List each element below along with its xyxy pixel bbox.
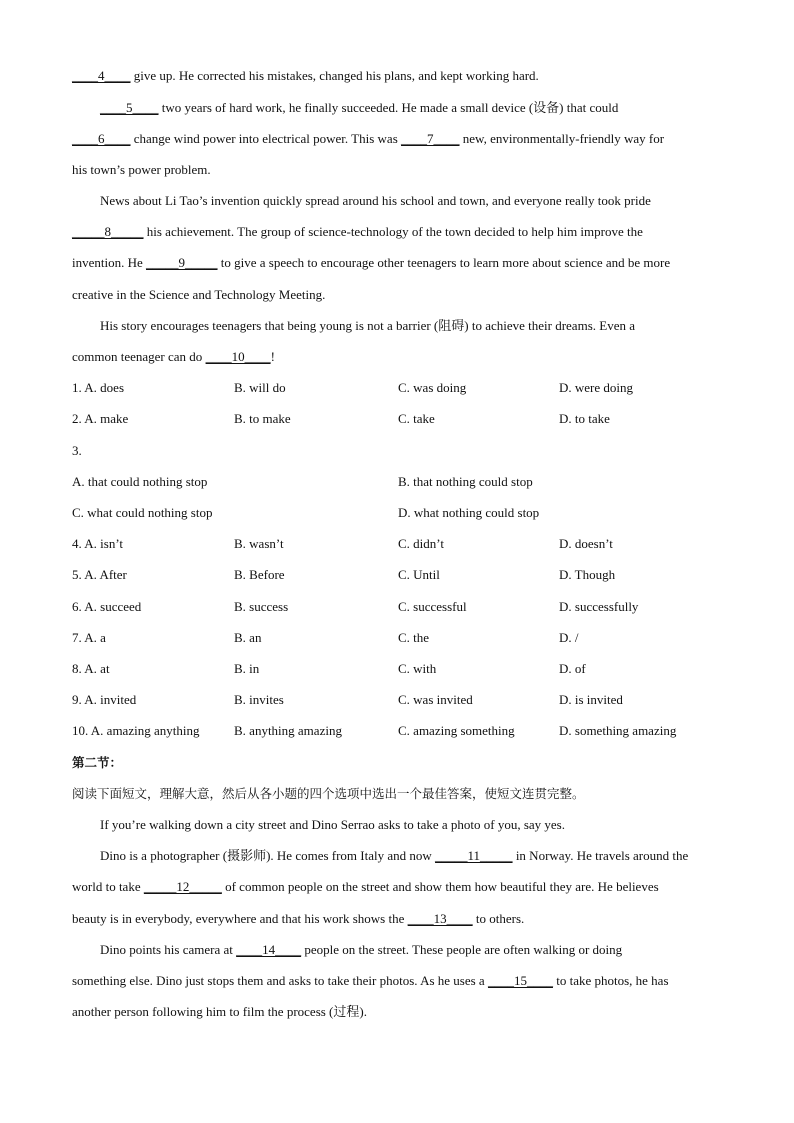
passage-line	[72, 877, 732, 897]
option-d: D. something amazing	[559, 723, 677, 738]
passage-text: to take photos, he has	[552, 973, 669, 988]
passage-text: something else. Dino just stops them and asks to take their photos. As he uses a	[72, 973, 488, 988]
option-c: C. what could nothing stop	[72, 505, 213, 520]
option-a: 10. A. amazing anything	[72, 723, 200, 738]
answer-blank: ____4____	[72, 68, 131, 83]
section-instruction: 阅读下面短文，理解大意，然后从各小题的四个选项中选出一个最佳答案，使短文连贯完整。	[72, 786, 585, 801]
answer-blank: ____15____	[487, 973, 553, 988]
passage-text: invention. He	[72, 255, 147, 270]
passage-line	[100, 98, 730, 118]
answer-blank: _____8_____	[72, 224, 144, 239]
passage-line: creative in the Science and Technology Meeting.	[72, 287, 326, 302]
answer-blank: _____11_____	[435, 848, 513, 863]
option-b: B. will do	[234, 380, 286, 395]
answer-blank: ____5____	[100, 100, 159, 115]
option-d: D. /	[559, 630, 579, 645]
answer-blank: ____14____	[236, 942, 302, 957]
passage-line	[72, 222, 732, 242]
passage-line	[72, 253, 732, 273]
passage-line	[100, 940, 730, 960]
passage-text: beauty is in everybody, everywhere and that his work shows the	[72, 911, 408, 926]
option-a: 6. A. succeed	[72, 599, 142, 614]
passage-line: News about Li Tao’s invention quickly spread around his school and town, and everyone really took pride	[100, 193, 651, 208]
option-b: B. wasn’t	[234, 536, 284, 551]
passage-line	[72, 129, 732, 149]
option-b: B. success	[234, 599, 289, 614]
passage-text: people on the street. These people are often walking or doing	[301, 942, 623, 957]
option-b: B. in	[234, 661, 260, 676]
passage-line: If you’re walking down a city street and Dino Serrao asks to take a photo of you, say yes.	[100, 817, 565, 832]
passage-text: in Norway. He travels around the	[512, 848, 689, 863]
option-b: B. an	[234, 630, 262, 645]
option-c: C. was invited	[398, 692, 473, 707]
option-d: D. successfully	[559, 599, 639, 614]
passage-text: !	[270, 349, 275, 364]
option-c: C. the	[398, 630, 430, 645]
passage-line	[72, 909, 732, 929]
answer-blank: ____6____	[72, 131, 131, 146]
passage-text: Dino is a photographer (摄影师). He comes from Italy and now	[100, 848, 436, 863]
option-c: C. amazing something	[398, 723, 515, 738]
passage-text: two years of hard work, he finally succeeded. He made a small device (设备) that could	[158, 100, 619, 115]
option-a: 5. A. After	[72, 567, 127, 582]
option-d: D. what nothing could stop	[398, 505, 540, 520]
passage-text: new, environmentally-friendly way for	[459, 131, 665, 146]
option-d: D. Though	[559, 567, 616, 582]
answer-blank: ____7____	[401, 131, 460, 146]
answer-blank: ____13____	[407, 911, 473, 926]
option-b: B. that nothing could stop	[398, 474, 533, 489]
answer-blank: _____9_____	[146, 255, 218, 270]
option-b: B. invites	[234, 692, 284, 707]
passage-text: to give a speech to encourage other teenagers to learn more about science and be more	[217, 255, 671, 270]
option-a: 9. A. invited	[72, 692, 137, 707]
answer-blank: ____10____	[205, 349, 271, 364]
passage-line	[72, 347, 732, 367]
option-c: C. didn’t	[398, 536, 444, 551]
option-c: C. was doing	[398, 380, 467, 395]
passage-line	[72, 971, 732, 991]
passage-text: give up. He corrected his mistakes, changed his plans, and kept working hard.	[130, 68, 539, 83]
option-d: D. is invited	[559, 692, 623, 707]
passage-text: common teenager can do	[72, 349, 206, 364]
option-d: D. were doing	[559, 380, 634, 395]
option-b: B. to make	[234, 411, 291, 426]
option-b: B. Before	[234, 567, 285, 582]
option-d: D. to take	[559, 411, 610, 426]
option-a: 4. A. isn’t	[72, 536, 124, 551]
passage-line	[100, 846, 730, 866]
passage-line	[72, 66, 732, 86]
passage-line: His story encourages teenagers that being young is not a barrier (阻碍) to achieve their dreams. Even a	[100, 318, 635, 333]
passage-text: his achievement. The group of science-technology of the town decided to help him improve the	[143, 224, 643, 239]
passage-line: his town’s power problem.	[72, 162, 211, 177]
passage-text: world to take	[72, 879, 144, 894]
option-a: 1. A. does	[72, 380, 124, 395]
option-a: 8. A. at	[72, 661, 110, 676]
passage-text: Dino points his camera at	[100, 942, 237, 957]
passage-text: of common people on the street and show them how beautiful they are. He believes	[221, 879, 659, 894]
option-d: D. of	[559, 661, 586, 676]
question-number: 3.	[72, 443, 82, 458]
passage-line: another person following him to film the process (过程).	[72, 1004, 367, 1019]
option-c: C. Until	[398, 567, 440, 582]
option-a: 7. A. a	[72, 630, 106, 645]
option-c: C. successful	[398, 599, 467, 614]
option-a: A. that could nothing stop	[72, 474, 208, 489]
option-c: C. take	[398, 411, 435, 426]
option-d: D. doesn’t	[559, 536, 613, 551]
option-a: 2. A. make	[72, 411, 129, 426]
answer-blank: _____12_____	[143, 879, 222, 894]
passage-text: change wind power into electrical power. This was	[130, 131, 402, 146]
passage-text: to others.	[472, 911, 525, 926]
option-c: C. with	[398, 661, 437, 676]
section-heading: 第二节：	[72, 755, 123, 770]
option-b: B. anything amazing	[234, 723, 342, 738]
